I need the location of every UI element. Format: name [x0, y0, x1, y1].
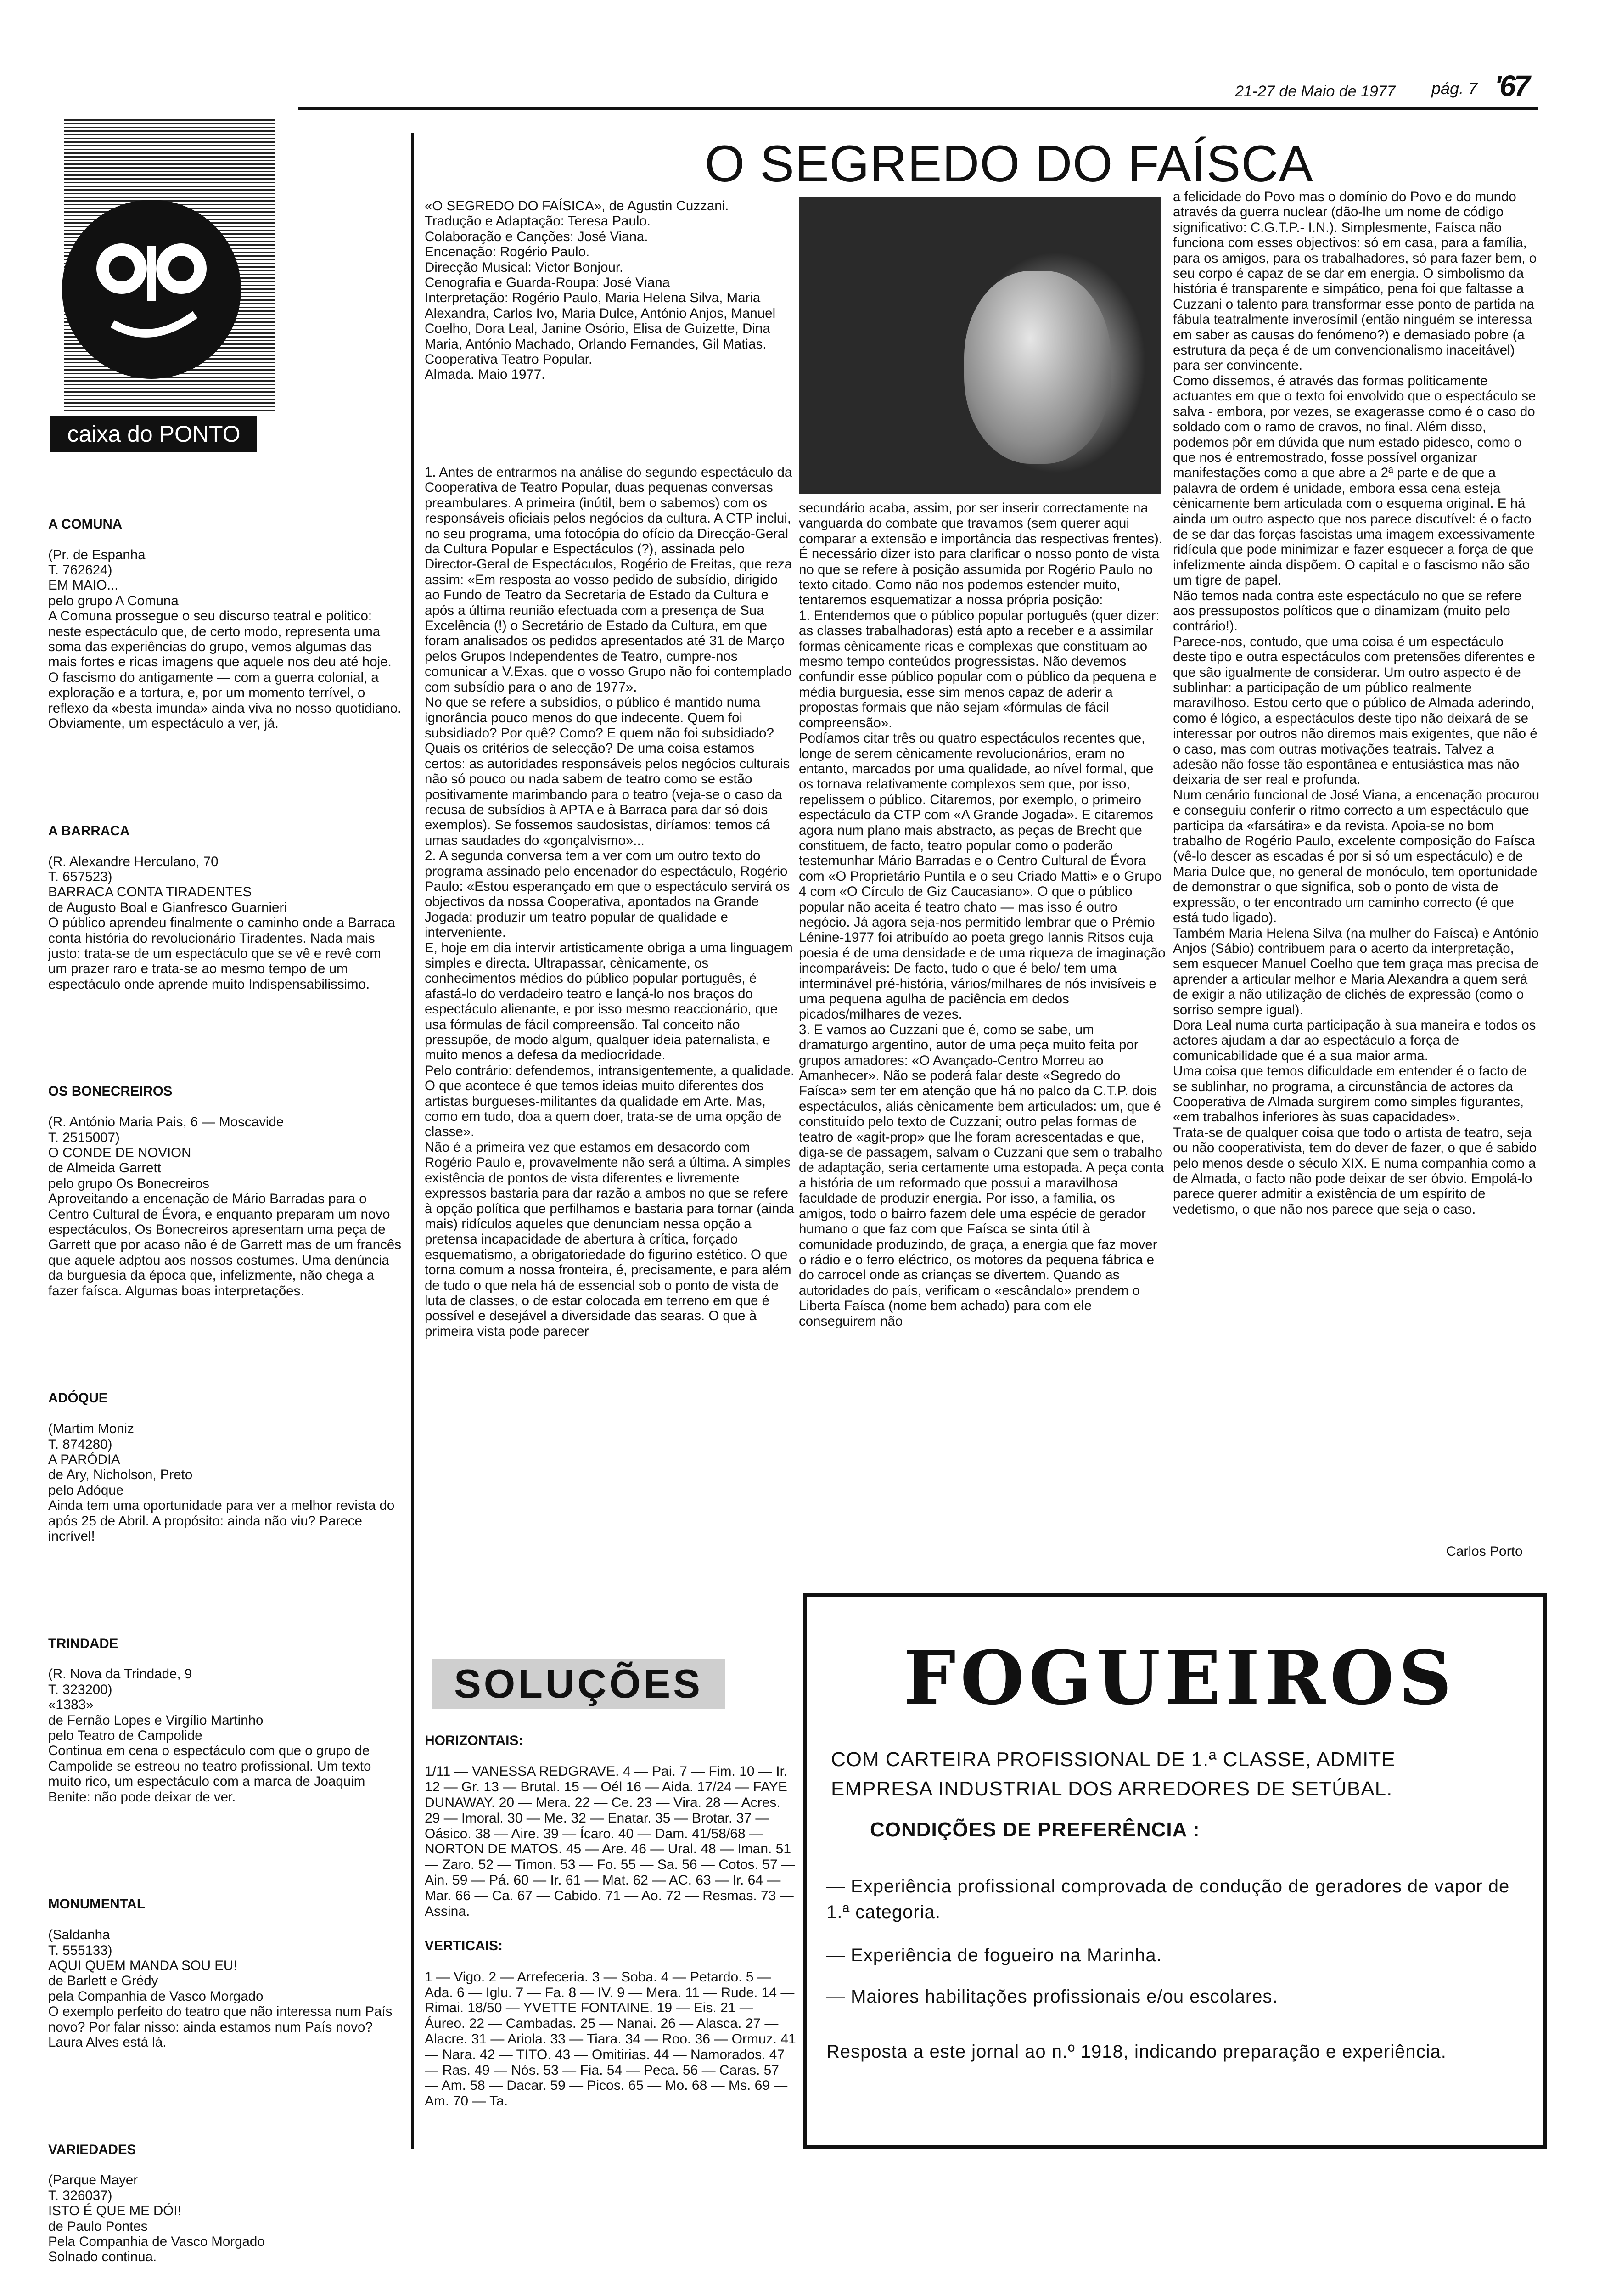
listing-heading: TRINDADE [48, 1636, 118, 1651]
header-rule [298, 107, 1538, 110]
caixa-label: caixa do PONTO [50, 416, 257, 452]
ad-condition-item: — Maiores habilitações profissionais e/ou escolares. [826, 1986, 1278, 2007]
listing-body: (R. Nova da Trindade, 9 T. 323200) «1383» de Fernão Lopes e Virgílio Martinho pelo Teatro de Campolide Continua em cena o espectáculo com que o grupo de Campolide se estreou no teatro profissional. Um texto muito rico, um espectáculo com a marca de Joaquim Benite: não pode deixar de ver. [48, 1666, 371, 1805]
listing-body: (Parque Mayer T. 326037) ISTO É QUE ME DÓI! de Paulo Pontes Pela Companhia de Vasco Morgado Solnado continua. [48, 2172, 265, 2265]
theatre-listings [48, 486, 402, 2265]
verticais-answers: 1 — Vigo. 2 — Arrefeceria. 3 — Soba. 4 — Petardo. 5 — Ada. 6 — Iglu. 7 — Fa. 8 — IV. 9 — Mera. 11 — Rude. 14 — Rimai. 18/50 — YVETTE FONTAINE. 19 — Eis. 21 — Áureo. 22 — Cambadas. 25 — Nanai. 26 — Alasca. 27 — Alacre. 31 — Ariola. 33 — Tiara. 34 — Roo. 36 — Ormuz. 41 — Nara. 42 — TITO. 43 — Omitirias. 44 — Namorados. 47 — Ras. 49 — Nós. 53 — Fia. 54 — Peca. 56 — Caras. 57 — Am. 58 — Dacar. 59 — Picos. 65 — Mo. 68 — Ms. 69 — Am. 70 — Ta. [425, 1969, 796, 2109]
listing-item [48, 1069, 402, 1314]
article-title: O SEGREDO DO FAÍSCA [705, 135, 1313, 192]
ad-condition-item: — Experiência de fogueiro na Marinha. [826, 1945, 1162, 1965]
listing-body: (R. Alexandre Herculano, 70 T. 657523) BARRACA CONTA TIRADENTES de Augusto Boal e Gianfresco Guarnieri O público aprendeu finalmente o caminho onde a Barraca conta história do revolucionário Tiradentes. Nada mais justo: trata-se de um espectáculo que se vê e revê com um prazer raro e trata-se ao mesmo tempo de um espectáculo onde aprende muito Indispensabilissimo. [48, 854, 396, 992]
ad-subtitle-line: COM CARTEIRA PROFISSIONAL DE 1.ª CLASSE, ADMITE [831, 1748, 1396, 1771]
article-column-2: secundário acaba, assim, por ser inserir correctamente na vanguarda do combate que travamos (sem querer aqui comparar a extensão e importância das respectivas frentes). É necessário dizer isto para clarificar o nosso ponto de vista no que se refere à posição assumida por Rogério Paulo no texto citado. Como não nos podemos estender muito, tentaremos esquematizar a nossa própria posição: 1. Entendemos que o público popular português (quer dizer: as classes trabalhadoras) está apto a receber e a assimilar formas cènicamente ricas e complexas que constituam ao mesmo tempo conteúdos progressistas. Não devemos confundir esse público popular com o público da pequena e média burguesia, esse sim menos capaz de aderir a propostas formais que não sejam «fórmulas de fácil compreensão». Podíamos citar três ou quatro espectáculos recentes que, longe de serem cènicamente revolucionários, eram no entanto, marcados por uma qualidade, ao nível formal, que os tornava relativamente complexos sem que, por isso, repelissem o público. Citaremos, por exemplo, o primeiro espectáculo da CTP com «A Grande Jogada». E citaremos agora num plano mais abstracto, as peças de Brecht que constituem, de facto, teatro popular como o poderão testemunhar Mário Barradas e o Centro Cultural de Évora com «O Proprietário Puntila e o seu Criado Matti» e o Grupo 4 com «O Círculo de Giz Caucasiano». O que o público popular não aceita é teatro chato — mas isso é outro negócio. Já agora seja-nos permitido lembrar que o Prémio Lénine-1977 foi atribuído ao poeta grego Iannis Ritsos cuja poesia é de uma densidade e de uma riqueza de imaginação incomparáveis: De facto, tudo o que é belo/ tem uma interminável pré-história, vários/milhares de nós invisíveis e uma pequena agulha de paciência em dedos picados/milhares de vezes. 3. E vamos ao Cuzzani que é, como se sabe, um dramaturgo argentino, autor de uma peça muito feita por grupos amadores: «O Avançado-Centro Morreu ao Amanhecer». Não se poderá falar deste «Segredo do Faísca» sem ter em atenção que há no palco da C.T.P. dois espectáculos, aliás cènicamente bem articulados: um, que é constituído pelo texto de Cuzzani; outro pelas formas de teatro de «agit-prop» que lhe foram acrescentadas e que, diga-se de passagem, salvam o Cuzzani que sem o trabalho de adaptação, seria certamente uma estopada. A peça conta a história de um reformado que possui a maravilhosa faculdade de produzir energia. Por isso, a família, os amigos, todo o bairro fazem dele uma espécie de gerador humano o que faz com que Faísca se sinta útil à comunidade produzindo, de graça, a energia que faz mover o rádio e o ferro eléctrico, os motores da pequena fábrica e do carrocel onde as crianças se divertem. Quando as autoridades do país, verificam o «escândalo» prendem o Liberta Faísca (nome bem achado) para com ele conseguirem não [799, 501, 1166, 1329]
horizontais-answers: 1/11 — VANESSA REDGRAVE. 4 — Pai. 7 — Fim. 10 — Ir. 12 — Gr. 13 — Brutal. 15 — Oél 16 — Aida. 17/24 — FAYE DUNAWAY. 20 — Mera. 22 — Ce. 23 — Vira. 28 — Acres. 29 — Imoral. 30 — Me. 32 — Enatar. 35 — Brotar. 37 — Oásico. 38 — Aire. 39 — Ícaro. 40 — Dam. 41/58/68 — NORTON DE MATOS. 45 — Are. 46 — Ural. 48 — Iman. 51 — Zaro. 52 — Timon. 53 — Fo. 55 — Sa. 56 — Cotos. 57 — Ain. 59 — Pá. 60 — Ir. 61 — Mat. 62 — AC. 63 — Ir. 64 — Mar. 66 — Ca. 67 — Cabido. 71 — Ao. 72 — Resmas. 73 — Assina. [425, 1764, 795, 1919]
listing-heading: VARIEDADES [48, 2142, 136, 2157]
ad-title: FOGUEIROS [903, 1635, 1456, 1721]
listing-item [48, 1881, 402, 2065]
ad-reply-instructions: Resposta a este jornal ao n.º 1918, indicando preparação e experiência. [826, 2042, 1447, 2062]
listing-heading: A BARRACA [48, 823, 130, 838]
listing-item [48, 808, 402, 1007]
actor-photo [799, 197, 1162, 494]
listing-body: (Saldanha T. 555133) AQUI QUEM MANDA SOU EU! de Barlett e Grédy pela Companhia de Vasco Morgado O exemplo perfeito do teatro que não interessa num País novo? Por falar nisso: ainda estamos num País novo? Laura Alves está lá. [48, 1927, 393, 2050]
face-icon [62, 200, 241, 379]
ad-subtitle-line: EMPRESA INDUSTRIAL DOS ARREDORES DE SETÚBAL. [831, 1778, 1393, 1800]
listing-heading: MONUMENTAL [48, 1896, 145, 1912]
page-number: pág. 7 [1431, 79, 1478, 98]
article-column-3: a felicidade do Povo mas o domínio do Povo e do mundo através da guerra nuclear (dão-lhe um nome de código significativo: C.G.T.P.- I.N.). Simplesmente, Faísca não funciona com esses objectivos: só em casa, para a família, para os amigos, para os trabalhadores, só para fazer bem, o seu corpo é capaz de se dar em energia. O simbolismo da história é transparente e simpático, pena foi que faltasse a Cuzzani o talento para transformar esse ponto de partida na fábula teatralmente inverosímil (então ninguém se interessa em saber as causas do fenómeno?) e demasiado pobre (a estrutura da peça é de um convencionalismo inaceitável) para ser convincente. Como dissemos, é através das formas politicamente actuantes em que o texto foi envolvido que o espectáculo se salva - embora, por vezes, se exagerasse como é o caso do soldado com o ramo de cravos, no final. Além disso, podemos pôr em dúvida que num estado pidesco, como o que nos é entremostrado, fosse possível organizar manifestações como a que abre a 2ª parte e de que a palavra de ordem é unidade, embora essa cena esteja cènicamente bem articulada com o esquema original. E há ainda um outro aspecto que nos parece discutível: é o facto de se dar das forças fascistas uma imagem excessivamente ridícula que pode minimizar e fazer esquecer a força de que infelizmente ainda dispõem. O capital e o fascismo não são um tigre de papel. Não temos nada contra este espectáculo no que se refere aos pressupostos políticos que o dinamizam (muito pelo contrário!). Parece-nos, contudo, que uma coisa é um espectáculo deste tipo e outra espectáculos com pretensões diferentes e que são igualmente de considerar. Um outro aspecto é de sublinhar: a participação de um público realmente maravilhoso. Estou certo que o público de Almada aderindo, como é lógico, a espectáculos deste tipo não deixará de se interessar por outros não diremos mais exigentes, que não é o caso, mas com outras motivações teatrais. Talvez a adesão não fosse tão espontânea e entusiástica mas não deixaria de ser real e profunda. Num cenário funcional de José Viana, a encenação procurou e conseguiu conferir o ritmo correcto a um espectáculo que participa da «farsátira» e da revista. Apoia-se no bom trabalho de Rogério Paulo, excelente composição do Faísca (vê-lo descer as escadas é por si só um espectáculo) e de Maria Dulce que, no general de monóculo, tem oportunidade de demonstrar o que significa, sob o ponto de vista de expressão, o ter encontrado um caminho correcto (é que está tudo ligado). Também Maria Helena Silva (na mulher do Faísca) e António Anjos (Sábio) contribuem para o acerto da interpretação, sem esquecer Manuel Coelho que tem graça mas precisa de aprender a articular melhor e Maria Alexandra a quem será de exigir a não utilização de clichés de expressão (como o sorriso sempre igual). Dora Leal numa curta participação à sua maneira e todos os actores ajudam a dar ao espectáculo a força de comunicabilidade que é a sua maior arma. Uma coisa que temos dificuldade em entender é o facto de se sublinhar, no programa, a circunstância de actores da Cooperativa de Almada surgirem como simples figurantes, «em trabalhos inferiores às suas capacidades». Trata-se de qualquer coisa que todo o artista de teatro, seja ou não cooperativista, tem do dever de fazer, o que é sabido pelo menos desde o século XIX. E numa companhia como a de Almada, o facto não pode deixar de ser óbvio. Empolá-lo parece querer admitir a existência de um espírito de vedetismo, o que não nos parece que seja o caso. [1173, 189, 1540, 1217]
listing-item [48, 2127, 402, 2280]
verticais-label: VERTICAIS: [425, 1938, 503, 1954]
listing-body: (Martim Moniz T. 874280) A PARÓDIA de Ary, Nicholson, Preto pelo Adóque Ainda tem uma oportunidade para ver a melhor revista do após 25 de Abril. A propósito: ainda não viu? Parece incrível! [48, 1421, 395, 1544]
listing-item [48, 1375, 402, 1559]
article-column-1: 1. Antes de entrarmos na análise do segundo espectáculo da Cooperativa de Teatro Popular, duas pequenas conversas preambulares. A primeira (inútil, bem o sabemos) com os responsáveis oficiais pelos negócios da cultura. A CTP inclui, no seu programa, uma fotocópia do ofício da Direcção-Geral da Cultura Popular e Espectáculos (?), assinada pelo Director-Geral de Espectáculos, Rogério de Freitas, que reza assim: «Em resposta ao vosso pedido de subsídio, dirigido ao Fundo de Teatro da Secretaria de Estado da Cultura e após a última reunião efectuada com a presença de Sua Excelência (!) o Secretário de Estado da Cultura, em que foram analisados os pedidos apresentados até 31 de Março pelos Grupos Independentes de Teatro, cumpre-nos comunicar a V.Exas. que o vosso Grupo não foi contemplado com subsídio para o ano de 1977». No que se refere a subsídios, o público é mantido numa ignorância pouco menos do que indecente. Quem foi subsidiado? Por quê? Como? E quem não foi subsidiado? Quais os critérios de selecção? De uma coisa estamos certos: as autoridades responsáveis pelos negócios culturais não só pouco ou nada sabem de teatro como se estão positivamente marimbando para o teatro (veja-se o caso da recusa de subsídios à APTA e à Barraca para dar só dois exemplos). Se fossemos saudosistas, diríamos: temos cá umas saudades do «gonçalvismo»... 2. A segunda conversa tem a ver com um outro texto do programa assinado pelo encenador do espectáculo, Rogério Paulo: «Estou esperançado em que o espectáculo servirá os objectivos da nossa Cooperativa, apontados na Grande Jogada: produzir um teatro popular de qualidade e interveniente. E, hoje em dia intervir artisticamente obriga a uma linguagem simples e directa. Ultrapassar, cènicamente, os conhecimentos médios do público popular português, é afastá-lo do verdadeiro teatro e lançá-lo nos braços do espectáculo alienante, e por isso mesmo reaccionário, que usa fórmulas de fácil compreensão. Tal conceito não pressupõe, de modo algum, qualquer ideia paternalista, e muito menos a defesa da mediocridade. Pelo contrário: defendemos, intransigentemente, a qualidade. O que acontece é que temos ideias muito diferentes dos artistas burgueses-militantes da qualidade em Arte. Mas, como em tudo, doa a quem doer, trata-se de uma opção de classe». Não é a primeira vez que estamos em desacordo com Rogério Paulo e, provavelmente não será a última. A simples existência de pontos de vista diferentes e livremente expressos bastaria para dar razão a ambos no que se refere à opção política que perfilhamos e bastaria para tornar (ainda mais) ridículos aqueles que denunciam nessa opção a pretensa incapacidade de abertura à crítica, forçado esquematismo, a obrigatoriedade do figurino estético. O que torna comum a nossa fronteira, é, precisamente, e para além de tudo o que nela há de essencial sob o ponto de vista de luta de classes, o de estar colocada em terreno em que é possível e desejável a diversidade das searas. O que à primeira vista pode parecer [425, 465, 795, 1339]
article-credits: «O SEGREDO DO FAÍSICA», de Agustin Cuzzani. Tradução e Adaptação: Teresa Paulo. Colaboração e Canções: José Viana. Encenação: Rogério Paulo. Direcção Musical: Victor Bonjour. Cenografia e Guarda-Roupa: José Viana Interpretação: Rogério Paulo, Maria Helena Silva, Maria Alexandra, Carlos Ivo, Maria Dulce, António Anjos, Manuel Coelho, Dora Leal, Janine Osório, Elisa de Guizette, Dina Maria, António Machado, Orlando Fernandes, Gil Matias. Cooperativa Teatro Popular. Almada. Maio 1977. [425, 198, 776, 383]
article-signature: Carlos Porto [1446, 1544, 1523, 1559]
listing-item [48, 501, 402, 747]
ad-condition-item: — Experiência profissional comprovada de condução de geradores de vapor de 1.ª categoria. [826, 1876, 1510, 1922]
horizontais-label: HORIZONTAIS: [425, 1733, 523, 1748]
ad-subtitle [831, 1745, 1520, 1804]
listing-body: (Pr. de Espanha T. 762624) EM MAIO... pelo grupo A Comuna A Comuna prossegue o seu discurso teatral e politico: neste espectáculo que, de certo modo, representa uma soma das experiências do grupo, vemos algumas das mais fortes e ricas imagens que aquele nos deu até hoje. O fascismo do antigamente — com a guerra colonial, a exploração e a tortura, e, por um momento terrível, o reflexo da «besta imunda» ainda viva no nosso quotidiano. Obviamente, um espectáculo a ver, já. [48, 547, 402, 732]
listing-item [48, 1621, 402, 1820]
listing-heading: OS BONECREIROS [48, 1084, 173, 1099]
listing-body: (R. António Maria Pais, 6 — Moscavide T. 2515007) O CONDE DE NOVION de Almeida Garrett pelo grupo Os Bonecreiros Aproveitando a encenação de Mário Barradas para o Centro Cultural de Évora, e enquanto preparam um novo espectáculos, Os Bonecreiros apresentam uma peça de Garrett que por acaso não é de Garrett mas de um francês que aquele adptou aos nossos costumes. Uma denúncia da burguesia da época que, infelizmente, não chega a fazer faísca. Algumas boas interpretações. [48, 1114, 402, 1299]
column-divider [411, 133, 414, 2149]
issue-date: 21-27 de Maio de 1977 [1235, 83, 1396, 100]
caixa-do-ponto-logo [46, 117, 257, 457]
ad-conditions-heading: CONDIÇÕES DE PREFERÊNCIA : [870, 1818, 1200, 1841]
masthead-logo: '67 [1494, 69, 1529, 102]
solucoes-text [425, 1717, 797, 2149]
listing-heading: A COMUNA [48, 516, 123, 532]
solucoes-banner: SOLUÇÕES [432, 1659, 725, 1709]
listing-heading: ADÓQUE [48, 1390, 108, 1406]
